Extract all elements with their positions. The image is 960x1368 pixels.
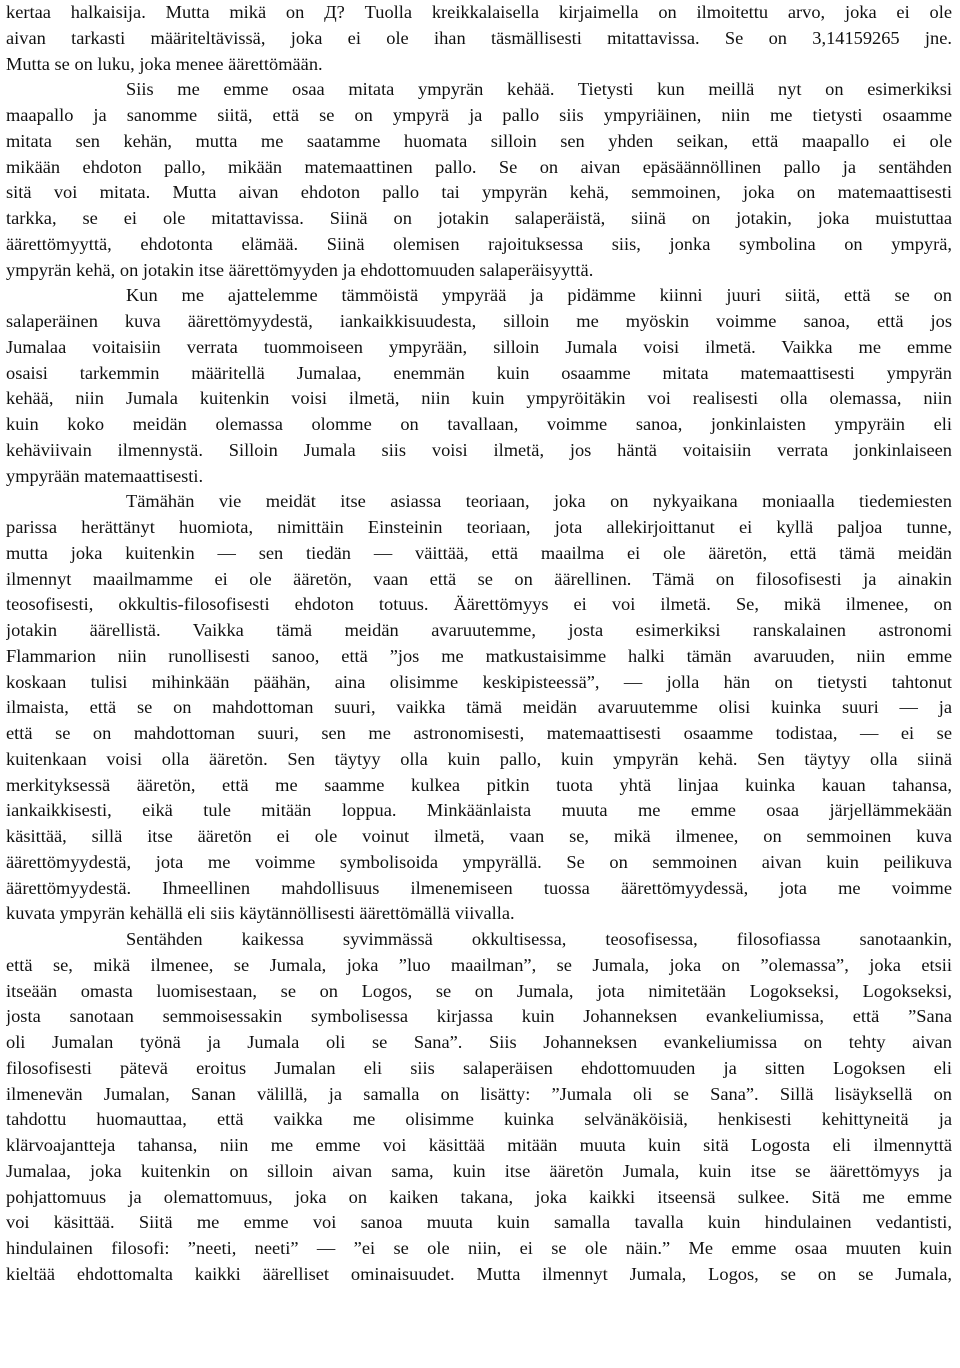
text-line: oli Jumalan työnä ja Jumala oli se Sana”. Siis Johanneksen evankeliumissa on tehty aivan xyxy=(6,1032,952,1052)
text-line: mitata sen kehän, mutta me saatamme huomata silloin sen yhden seikan, että maapallo ei ole xyxy=(6,130,952,151)
text-line: voi käsittää. Siitä me emme voi sanoa muuta kuin samalla tavalla kuin hindulainen vedantisti, xyxy=(6,1212,952,1233)
text-line: käsittää, sillä itse ääretön ei ole voinut ilmetä, vaan se, mikä ilmenee, on semmoinen kuva xyxy=(6,826,952,846)
text-line: mikään ehdoton pallo, mikään matemaattinen pallo. Se on aivan epäsäännöllinen pallo ja sentähden xyxy=(6,156,952,177)
text-line: itseään omasta luomisestaan, se on Logos, se on Jumala, jota nimitetään Logokseksi, Logokseksi, xyxy=(6,980,952,1001)
text-line: hindulainen filosofi: ”neeti, neeti” — ”ei se ole niin, ei se ole näin.” Me emme osaa muuten kuin xyxy=(6,1238,952,1258)
text-line: ympyrän kehä, on jotakin itse äärettömyyden ja ehdottomuuden salaperäisyyttä. xyxy=(6,259,594,280)
text-line: äärettömyydestä. Ihmeellinen mahdollisuus ilmenemiseen tuossa äärettömyydessä, jota me voimme xyxy=(6,877,952,898)
text-line: mutta joka kuitenkin — sen tiedän — väittää, että maailma ei ole ääretön, että tämä meidän xyxy=(6,542,952,563)
text-line: klärvoajantteja tahansa, niin me emme voi käsittää mitään muuta kuin sitä Logosta eli ilmennyttä xyxy=(6,1135,952,1155)
text-line: kertaa halkaisija. Mutta mikä on Д? Tuolla kreikkalaisella kirjaimella on ilmoitettu arvo, joka ei ole xyxy=(6,2,952,22)
text-line: Flammarion niin runollisesti sanoo, että ”jos me matkustaisimme halki tämän avaruuden, niin emme xyxy=(6,645,952,666)
text-line: josta sanotaan semmoisessakin symbolisessa kirjassa kuin Johanneksen evankeliumissa, että ”Sana xyxy=(6,1006,952,1027)
text-line: ilmennyt maailmamme ei ole ääretön, vaan että se on äärellinen. Tämä on filosofisesti ja ainakin xyxy=(6,568,952,589)
paragraph-start-line: Kun me ajattelemme tämmöistä ympyrää ja pidämme kiinni juuri siitä, että se on xyxy=(126,285,952,306)
text-line: kieltää ehdottomalta kaikki äärelliset ominaisuudet. Mutta ilmennyt Jumala, Logos, se on se Jumala, xyxy=(6,1263,952,1284)
text-line: Mutta se on luku, joka menee äärettömään. xyxy=(6,53,323,74)
text-line: parissa herättänyt huomiota, nimittäin Einsteinin teoriaan, jota allekirjoittanut ei kyllä paljoa tunne, xyxy=(6,517,952,537)
text-line: jotakin äärellistä. Vaikka tämä meidän avaruutemme, josta esimerkiksi ranskalainen astronomi xyxy=(6,620,952,640)
text-line: osaisi tarkemmin määritellä Jumalaa, enemmän kuin osaamme mitata matemaattisesti ympyrän xyxy=(6,362,952,383)
document-page xyxy=(6,0,952,1288)
text-line: iankaikkisesti, eikä tule mitään loppua. Minkäänlaista muuta me emme osaa järjellämmekään xyxy=(6,800,952,821)
text-line: ilmaista, että se on mahdottoman suuri, vaikka tämä meidän avaruutemme olisi kuinka suuri — ja xyxy=(6,697,952,718)
paragraph-start-line: Siis me emme osaa mitata ympyrän kehää. Tietysti kun meillä nyt on esimerkiksi xyxy=(126,79,952,100)
text-line: salaperäinen kuva äärettömyydestä, iankaikkisuudesta, silloin me myöskin voimme sanoa, että jos xyxy=(6,311,952,331)
text-line: tarkka, se ei ole mitattavissa. Siinä on jotakin salaperäistä, siinä on jotakin, joka muistuttaa xyxy=(6,208,952,228)
text-line: sitä voi mitata. Mutta aivan ehdoton pallo tai ympyrän kehä, semmoinen, joka on matemaattisesti xyxy=(6,182,952,203)
text-line: ilmenevän Jumalan, Sanan välillä, ja samalla on lisätty: ”Jumala oli se Sana”. Sillä lisäyksellä on xyxy=(6,1083,952,1104)
text-line: filosofisesti pätevä eroitus Jumalan eli siis salaperäisen ehdottomuuden ja sitten Logoksen eli xyxy=(6,1057,952,1078)
text-line: teosofisesti, okkultis-filosofisesti ehdoton totuus. Äärettömyys ei voi ilmetä. Se, mikä ilmenee, on xyxy=(6,594,952,615)
text-line: kuitenkaan voisi olla ääretön. Sen täytyy olla kuin pallo, kuin ympyrän kehä. Sen täytyy olla siinä xyxy=(6,748,952,769)
text-line: ympyrään matemaattisesti. xyxy=(6,465,204,486)
paragraph-start-line: Tämähän vie meidät itse asiassa teoriaan, joka on nykyaikana moniaalla tiedemiesten xyxy=(126,491,952,512)
paragraph-start-line: Sentähden kaikessa syvimmässä okkultisessa, teosofisessa, filosofiassa sanotaankin, xyxy=(126,929,952,949)
text-line: Jumalaa voitaisiin verrata tuommoiseen ympyrään, silloin Jumala voisi ilmetä. Vaikka me emme xyxy=(6,336,952,357)
text-line: äärettömyyttä, ehdotonta elämää. Siinä olemisen rajoituksessa siis, jonka symbolina on ympyrä, xyxy=(6,233,952,254)
text-line: kehää, niin Jumala kuitenkin voisi ilmetä, niin kuin ympyröitäkin voi realisesti olla olemassa, niin xyxy=(6,388,952,409)
text-line: kehäviivain ilmennystä. Silloin Jumala siis voisi ilmetä, jos häntä voitaisiin verrata jonkinlaiseen xyxy=(6,439,952,460)
text-line: äärettömyydestä, jota me voimme symbolisoida ympyrällä. Se on semmoinen aivan kuin peilikuva xyxy=(6,851,952,872)
text-line: aivan tarkasti määriteltävissä, joka ei ole ihan täsmällisesti mitattavissa. Se on 3,14159265 jne. xyxy=(6,27,952,48)
text-line: kuvata ympyrän kehällä eli siis käytännöllisesti äärettömällä viivalla. xyxy=(6,903,515,924)
text-line: kuin koko meidän olemassa olomme on tavallaan, voimme sanoa, jonkinlaisten ympyräin eli xyxy=(6,414,952,434)
text-line: pohjattomuus ja olemattomuus, joka on kaiken takana, joka kaikki itseensä sulkee. Sitä me emme xyxy=(6,1186,952,1207)
text-line: että se, mikä ilmenee, se Jumala, joka ”luo maailman”, se Jumala, joka on ”olemassa”, joka etsii xyxy=(6,954,952,975)
text-line: Jumalaa, joka kuitenkin on silloin aivan sama, kuin itse ääretön Jumala, kuin itse se äärettömyys ja xyxy=(6,1160,952,1181)
text-line: koskaan tulisi mihinkään päähän, aina olisimme keskipisteessä”, — jolla hän on tietysti tahtonut xyxy=(6,671,952,692)
text-line: maapallo ja sanomme siitä, että se on ympyrä ja pallo siis ympyriäinen, niin me tietysti osaamme xyxy=(6,105,952,125)
text-line: että se on mahdottoman suuri, sen me astronomisesti, matemaattisesti osaamme todistaa, — ei se xyxy=(6,723,952,743)
text-line: tahdottu huomauttaa, että vaikka me olisimme kuinka selvänäköisiä, henkisesti kehittyneitä ja xyxy=(6,1109,952,1130)
text-line: merkityksessä ääretön, että me saamme kulkea pitkin tuota yhtä linjaa kuinka kauan tahansa, xyxy=(6,774,952,795)
